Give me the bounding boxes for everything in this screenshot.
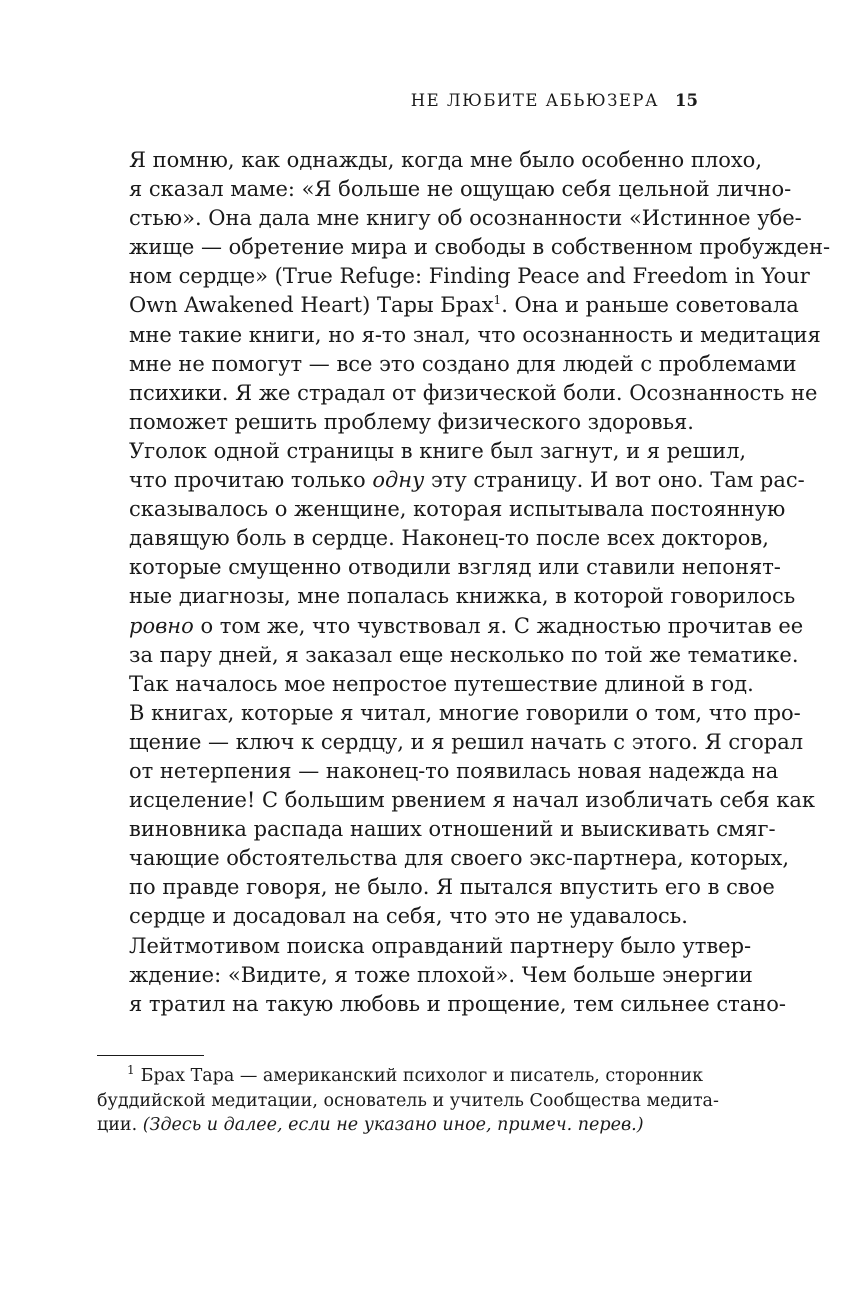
paragraph <box>97 146 831 437</box>
text-line: стью». Она дала мне книгу об осознанности «Истинное убе- <box>129 206 802 231</box>
footnote <box>97 1063 719 1138</box>
text-segment: что прочитаю только <box>129 468 373 493</box>
emphasis: (Здесь и далее, если не указано иное, примеч. перев.) <box>142 1115 644 1135</box>
text-line: В книгах, которые я читал, многие говорили о том, что про- <box>129 700 801 725</box>
text-line: виновника распада наших отношений и выискивать смяг- <box>129 817 776 842</box>
footnote-divider <box>97 1055 204 1056</box>
text-line: по правде говоря, не было. Я пытался впустить его в свое <box>129 875 775 900</box>
running-header <box>411 91 698 110</box>
running-title: НЕ ЛЮБИТЕ АБЬЮЗЕРА <box>410 91 660 110</box>
text-segment: Own Awakened Heart) Тары Брах <box>129 293 494 318</box>
footnote-line <box>97 1064 703 1089</box>
emphasis: ровно <box>129 613 194 638</box>
text-line: жище — обретение мира и свободы в собственном пробужден- <box>129 235 831 260</box>
text-line: ждение: «Видите, я тоже плохой». Чем больше энергии <box>129 962 753 987</box>
text-line: ные диагнозы, мне попалась книжка, в которой говорилось <box>129 584 796 609</box>
body-text <box>97 146 831 1019</box>
paragraph <box>97 437 805 670</box>
text-line: от нетерпения — наконец-то появилась новая надежда на <box>129 758 779 783</box>
text-segment: . Она и раньше советовала <box>501 293 799 318</box>
text-line: Так началось мое непростое путешествие длиной в год. <box>129 671 754 696</box>
text-line <box>97 291 799 320</box>
text-line <box>97 466 805 495</box>
text-line: щение — ключ к сердцу, и я решил начать с этого. Я сгорал <box>129 729 804 754</box>
text-line: мне не помогут — все это создано для людей с проблемами <box>129 351 797 376</box>
emphasis: одну <box>372 468 425 493</box>
text-line: ном сердце» (True Refuge: Finding Peace and Freedom in Your <box>129 264 810 289</box>
footnote-line: буддийской медитации, основатель и учитель Сообщества медита- <box>97 1090 719 1111</box>
text-line: поможет решить проблему физического здоровья. <box>129 409 694 434</box>
text-segment: эту страницу. И вот оно. Там рас- <box>424 468 805 493</box>
footnote-marker: 1 <box>127 1063 135 1078</box>
text-line: чающие обстоятельства для своего экс-партнера, которых, <box>129 846 790 871</box>
text-line: психики. Я же страдал от физической боли. Осознанность не <box>129 380 818 405</box>
text-segment: о том же, что чувствовал я. С жадностью прочитав ее <box>193 613 804 638</box>
text-line: сердце и досадовал на себя, что это не удавалось. <box>129 904 688 929</box>
paragraph <box>97 932 786 1019</box>
text-line: Лейтмотивом поиска оправданий партнеру было утвер- <box>129 933 752 958</box>
text-line: сказывалось о женщине, которая испытывала постоянную <box>129 497 786 522</box>
text-line: за пару дней, я заказал еще несколько по той же тематике. <box>129 642 799 667</box>
text-segment: ции. <box>97 1115 143 1135</box>
footnote-line <box>97 1113 703 1138</box>
text-segment: Брах Тара — американский психолог и писатель, сторонник <box>140 1066 704 1086</box>
text-line: Уголок одной страницы в книге был загнут, и я решил, <box>129 438 747 463</box>
text-line: исцеление! С большим рвением я начал изобличать себя как <box>129 788 816 813</box>
text-line: которые смущенно отводили взгляд или ставили непонят- <box>129 555 781 580</box>
footnote-reference: 1 <box>493 293 502 308</box>
text-line: я тратил на такую любовь и прощение, тем сильнее стано- <box>129 991 786 1016</box>
page-number: 15 <box>675 91 698 110</box>
paragraph <box>97 670 816 932</box>
text-line <box>97 612 804 641</box>
text-line: мне такие книги, но я-то знал, что осознанность и медитация <box>129 322 821 347</box>
text-line: давящую боль в сердце. Наконец-то после всех докторов, <box>129 526 769 551</box>
text-line: Я помню, как однажды, когда мне было особенно плохо, <box>129 148 763 172</box>
text-line: я сказал маме: «Я больше не ощущаю себя цельной лично- <box>129 177 792 202</box>
